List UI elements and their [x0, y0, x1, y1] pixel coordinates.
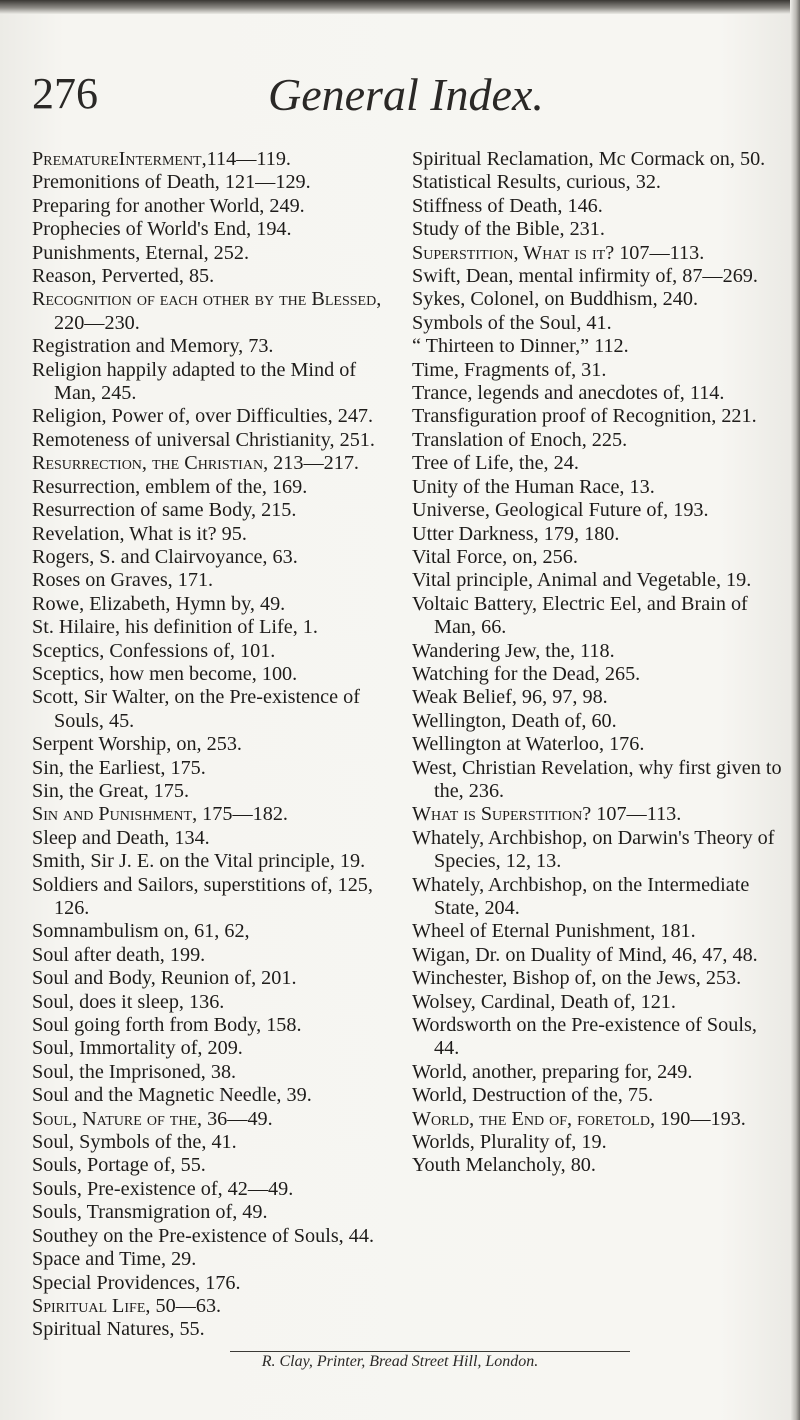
index-entry: Spiritual Reclamation, Mc Cormack on, 50.	[412, 148, 766, 170]
index-entry: Wolsey, Cardinal, Death of, 121.	[412, 990, 676, 1013]
index-entry: Wheel of Eternal Punishment, 181.	[412, 920, 696, 943]
index-entry: Recognition of each other by the Blessed, 220—230.	[32, 288, 382, 334]
index-entry: Serpent Worship, on, 253.	[32, 733, 242, 756]
index-entry: St. Hilaire, his definition of Life, 1.	[32, 616, 318, 639]
index-entry: Spiritual Natures, 55.	[32, 1318, 205, 1341]
index-entry: Religion, Power of, over Difficulties, 247.	[32, 405, 374, 428]
index-entry: Universe, Geological Future of, 193.	[412, 499, 709, 522]
index-entry: Soul going forth from Body, 158.	[32, 1014, 302, 1037]
index-entry: Spiritual Life, 50—63.	[32, 1294, 222, 1317]
index-entry: World, another, preparing for, 249.	[412, 1060, 693, 1083]
index-entry: Weak Belief, 96, 97, 98.	[412, 686, 608, 709]
running-title: General Index.	[268, 69, 544, 120]
index-entry: Rogers, S. and Clairvoyance, 63.	[32, 545, 298, 568]
index-entry: Soul, the Imprisoned, 38.	[32, 1060, 237, 1083]
index-entry: Translation of Enoch, 225.	[412, 428, 628, 451]
index-entry: Punishments, Eternal, 252.	[32, 241, 249, 264]
index-entry: Transfiguration proof of Recognition, 221.	[412, 405, 757, 428]
index-entry: Reason, Perverted, 85.	[32, 265, 215, 288]
index-entry: Whately, Archbishop, on Darwin's Theory of Species, 12, 13.	[412, 826, 775, 873]
index-entry: Registration and Memory, 73.	[32, 335, 274, 358]
page-top-shadow	[0, 0, 800, 14]
index-entry: Soul, does it sleep, 136.	[32, 990, 225, 1013]
index-entry: Watching for the Dead, 265.	[412, 662, 641, 685]
index-entry: Worlds, Plurality of, 19.	[412, 1131, 607, 1154]
page-binding-edge	[790, 0, 800, 1420]
index-entry: Sceptics, how men become, 100.	[32, 662, 298, 685]
index-entry: Resurrection, emblem of the, 169.	[32, 475, 308, 498]
index-entry: World, the End of, foretold, 190—193.	[412, 1107, 746, 1130]
index-entry: Preparing for another World, 249.	[32, 194, 305, 217]
page-header	[0, 68, 800, 128]
index-entry: Stiffness of Death, 146.	[412, 194, 603, 217]
index-entry: Wellington at Waterloo, 176.	[412, 733, 645, 756]
index-entry: Winchester, Bishop of, on the Jews, 253.	[412, 967, 742, 990]
footer-rule	[230, 1351, 630, 1352]
index-entry: Sykes, Colonel, on Buddhism, 240.	[412, 288, 699, 311]
index-entry: Swift, Dean, mental infirmity of, 87—269.	[412, 265, 758, 288]
index-entry: Rowe, Elizabeth, Hymn by, 49.	[32, 592, 286, 615]
index-entry: Somnambulism on, 61, 62,	[32, 920, 250, 943]
index-entry: Utter Darkness, 179, 180.	[412, 522, 620, 545]
index-entry: What is Superstition? 107—113.	[412, 803, 682, 826]
index-entry: Special Providences, 176.	[32, 1271, 241, 1294]
printer-imprint: R. Clay, Printer, Bread Street Hill, London.	[261, 1353, 539, 1370]
index-entry: Symbols of the Soul, 41.	[412, 311, 612, 334]
index-entry: West, Christian Revelation, why first given to the, 236.	[412, 756, 782, 802]
index-entry: Trance, legends and anecdotes of, 114.	[412, 382, 725, 405]
index-entry: Remoteness of universal Christianity, 251.	[32, 428, 375, 451]
index-entry: Wigan, Dr. on Duality of Mind, 46, 47, 48.	[412, 943, 758, 966]
index-entry: Statistical Results, curious, 32.	[412, 171, 661, 194]
index-column-left	[32, 148, 397, 1342]
index-entry: Soul after death, 199.	[32, 943, 206, 966]
index-entry: Resurrection, the Christian, 213—217.	[32, 452, 359, 475]
index-entry: Tree of Life, the, 24.	[412, 452, 579, 475]
index-entry: Roses on Graves, 171.	[32, 569, 214, 592]
index-entry: Soul, Immortality of, 209.	[32, 1037, 243, 1060]
index-entry: Youth Melancholy, 80.	[412, 1154, 596, 1177]
index-entry: Study of the Bible, 231.	[412, 218, 605, 241]
index-entry: Unity of the Human Race, 13.	[412, 475, 655, 498]
index-entry: Sleep and Death, 134.	[32, 826, 210, 849]
index-entry: Smith, Sir J. E. on the Vital principle, 19.	[32, 850, 366, 873]
index-entry: Scott, Sir Walter, on the Pre-existence of Souls, 45.	[32, 686, 360, 732]
index-entry: Wandering Jew, the, 118.	[412, 639, 615, 662]
index-column-right	[412, 148, 782, 1178]
index-entry: Soul, Symbols of the, 41.	[32, 1131, 237, 1154]
index-entry: Wellington, Death of, 60.	[412, 709, 617, 732]
index-entry: Superstition, What is it? 107—113.	[412, 241, 705, 264]
index-entry: “ Thirteen to Dinner,” 112.	[412, 335, 629, 358]
index-entry: Religion happily adapted to the Mind of Man, 245.	[32, 358, 357, 405]
index-entry: Wordsworth on the Pre-existence of Souls, 44.	[412, 1014, 757, 1060]
page-number: 276	[32, 69, 98, 118]
index-entry: Time, Fragments of, 31.	[412, 358, 607, 381]
index-entry: Sin, the Earliest, 175.	[32, 756, 206, 779]
index-entry: Revelation, What is it? 95.	[32, 522, 247, 545]
index-entry: Soul and Body, Reunion of, 201.	[32, 967, 297, 990]
index-entry: Space and Time, 29.	[32, 1248, 197, 1271]
index-entry: Vital Force, on, 256.	[412, 545, 578, 568]
index-entry: Souls, Transmigration of, 49.	[32, 1201, 268, 1224]
index-entry: Sin and Punishment, 175—182.	[32, 803, 288, 826]
index-entry: Premonitions of Death, 121—129.	[32, 171, 311, 194]
index-entry: Sceptics, Confessions of, 101.	[32, 639, 276, 662]
index-entry: Vital principle, Animal and Vegetable, 19.	[412, 569, 752, 592]
index-entry: Prophecies of World's End, 194.	[32, 218, 292, 241]
index-entry: Southey on the Pre-existence of Souls, 44.	[32, 1224, 375, 1247]
index-entry: Resurrection of same Body, 215.	[32, 499, 297, 522]
index-entry: Souls, Portage of, 55.	[32, 1154, 206, 1177]
index-entry: Souls, Pre-existence of, 42—49.	[32, 1177, 294, 1200]
index-entry: Whately, Archbishop, on the Intermediate State, 204.	[412, 873, 750, 919]
index-entry: Voltaic Battery, Electric Eel, and Brain of Man, 66.	[412, 592, 748, 639]
index-entry: Soul, Nature of the, 36—49.	[32, 1107, 273, 1130]
index-entry: Sin, the Great, 175.	[32, 779, 189, 802]
index-entry: Soldiers and Sailors, superstitions of, 125, 126.	[32, 873, 373, 919]
index-entry: Soul and the Magnetic Needle, 39.	[32, 1084, 312, 1107]
index-entry: PrematureInterment,114—119.	[32, 148, 291, 170]
index-entry: World, Destruction of the, 75.	[412, 1084, 654, 1107]
